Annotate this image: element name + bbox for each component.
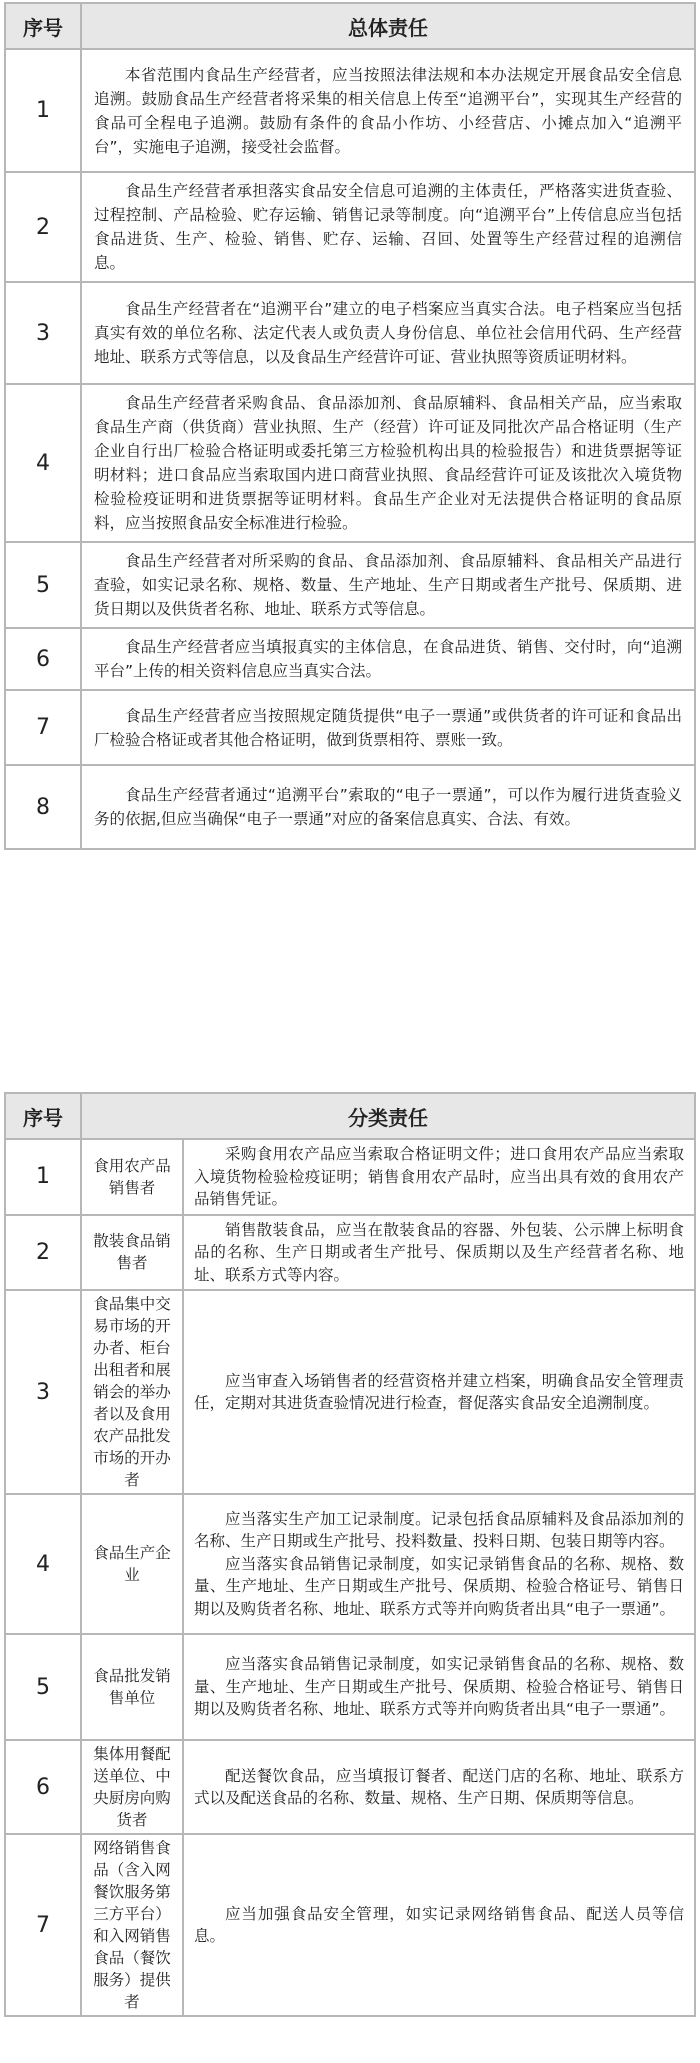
duty-paragraph: 销售散装食品，应当在散装食品的容器、外包装、公示牌上标明食品的名称、生产日期或者生产批号、保质期以及生产经营者名称、地址、联系方式等内容。 [194,1220,684,1284]
general-responsibility-table [4,2,696,850]
seq-header: 序号 [5,3,81,49]
general-row [5,765,695,849]
category-duty [183,1634,695,1740]
row-number: 1 [5,1139,81,1215]
row-number: 5 [5,542,81,628]
category-name: 食品生产企业 [81,1494,183,1634]
row-text: 食品生产经营者对所采购的食品、食品添加剂、食品原辅料、食品相关产品进行查验，如实记录名称、规格、数量、生产地址、生产日期或者生产批号、保质期、进货日期以及供货者名称、地址、联系方式等信息。 [81,542,695,628]
category-duty [183,1834,695,2016]
duty-paragraph: 配送餐饮食品，应当填报订餐者、配送门店的名称、地址、联系方式以及配送食品的名称、数量、规格、生产日期、保质期等信息。 [194,1766,684,1807]
category-row [5,1740,695,1834]
row-text: 食品生产经营者承担落实食品安全信息可追溯的主体责任，严格落实进货查验、过程控制、产品检验、贮存运输、销售记录等制度。向“追溯平台”上传信息应当包括食品进货、生产、检验、销售、贮存、运输、召回、处置等生产经营过程的追溯信息。 [81,172,695,282]
category-row [5,1634,695,1740]
row-number: 2 [5,172,81,282]
general-row [5,690,695,765]
row-number: 2 [5,1215,81,1291]
category-row [5,1139,695,1215]
general-header-row [5,3,695,49]
row-text: 食品生产经营者在“追溯平台”建立的电子档案应当真实合法。电子档案应当包括真实有效的单位名称、法定代表人或负责人身份信息、单位社会信用代码、生产经营地址、联系方式等信息，以及食品生产经营许可证、营业执照等资质证明材料。 [81,282,695,384]
category-duty [183,1494,695,1634]
row-number: 7 [5,1834,81,2016]
row-number: 6 [5,1740,81,1834]
general-row [5,542,695,628]
general-row [5,628,695,690]
row-text: 食品生产经营者应当按照规定随货提供“电子一票通”或供货者的许可证和食品出厂检验合格证或者其他合格证明，做到货票相符、票账一致。 [81,690,695,765]
category-name: 散装食品销售者 [81,1215,183,1291]
category-name: 集体用餐配送单位、中央厨房向购货者 [81,1740,183,1834]
duty-paragraph: 应当落实生产加工记录制度。记录包括食品原辅料及食品添加剂的名称、生产日期或生产批号、投料数量、投料日期、包装日期等内容。 [194,1509,684,1551]
duty-paragraph: 应当加强食品安全管理，如实记录网络销售食品、配送人员等信息。 [194,1904,684,1945]
row-text: 食品生产经营者通过“追溯平台”索取的“电子一票通”，可以作为履行进货查验义务的依据,但应当确保“电子一票通”对应的备案信息真实、合法、有效。 [81,765,695,849]
general-row [5,49,695,172]
general-row [5,172,695,282]
category-duty [183,1139,695,1215]
duty-paragraph: 应当落实食品销售记录制度，如实记录销售食品的名称、规格、数量、生产地址、生产日期或生产批号、保质期、检验合格证号、销售日期以及购货者名称、地址、联系方式等并向购货者出具“电子一票通”。 [194,1554,684,1618]
row-number: 3 [5,282,81,384]
category-name: 食品批发销售单位 [81,1634,183,1740]
row-number: 5 [5,1634,81,1740]
row-text: 本省范围内食品生产经营者，应当按照法律法规和本办法规定开展食品安全信息追溯。鼓励食品生产经营者将采集的相关信息上传至“追溯平台”，实现其生产经营的食品可全程电子追溯。鼓励有条件的食品小作坊、小经营店、小摊点加入“追溯平台”，实施电子追溯，接受社会监督。 [81,49,695,172]
category-row [5,1290,695,1494]
category-duty [183,1215,695,1291]
duty-paragraph: 采购食用农产品应当索取合格证明文件；进口食用农产品应当索取入境货物检验检疫证明；销售食用农产品时，应当出具有效的食用农产品销售凭证。 [194,1145,684,1208]
category-header-row [5,1093,695,1139]
category-title: 分类责任 [81,1093,695,1139]
row-number: 4 [5,1494,81,1634]
category-duty [183,1740,695,1834]
row-number: 1 [5,49,81,172]
general-title: 总体责任 [81,3,695,49]
category-row [5,1215,695,1291]
row-number: 8 [5,765,81,849]
category-name: 食品集中交易市场的开办者、柜台出租者和展销会的举办者以及食用农产品批发市场的开办者 [81,1290,183,1494]
duty-paragraph: 应当落实食品销售记录制度，如实记录销售食品的名称、规格、数量、生产地址、生产日期或生产批号、保质期、检验合格证号、销售日期以及购货者名称、地址、联系方式等并向购货者出具“电子一票通”。 [194,1655,684,1719]
category-row [5,1834,695,2016]
category-row [5,1494,695,1634]
row-text: 食品生产经营者应当填报真实的主体信息，在食品进货、销售、交付时，向“追溯平台”上传的相关资料信息应当真实合法。 [81,628,695,690]
seq-header: 序号 [5,1093,81,1139]
row-number: 4 [5,384,81,542]
category-name: 网络销售食品（含入网餐饮服务第三方平台）和入网销售食品（餐饮服务）提供者 [81,1834,183,2016]
category-duty [183,1290,695,1494]
general-row [5,282,695,384]
row-number: 7 [5,690,81,765]
row-number: 6 [5,628,81,690]
row-text: 食品生产经营者采购食品、食品添加剂、食品原辅料、食品相关产品，应当索取食品生产商（供货商）营业执照、生产（经营）许可证及同批次产品合格证明（生产企业自行出厂检验合格证明或委托第三方检验机构出具的检验报告）和进货票据等证明材料；进口食品应当索取国内进口商营业执照、食品经营许可证及该批次入境货物检验检疫证明和进货票据等证明材料。食品生产企业对无法提供合格证明的食品原料，应当按照食品安全标准进行检验。 [81,384,695,542]
category-responsibility-table [4,1092,696,2017]
duty-paragraph: 应当审查入场销售者的经营资格并建立档案，明确食品安全管理责任，定期对其进货查验情况进行检查，督促落实食品安全追溯制度。 [194,1371,684,1412]
general-row [5,384,695,542]
row-number: 3 [5,1290,81,1494]
category-name: 食用农产品销售者 [81,1139,183,1215]
